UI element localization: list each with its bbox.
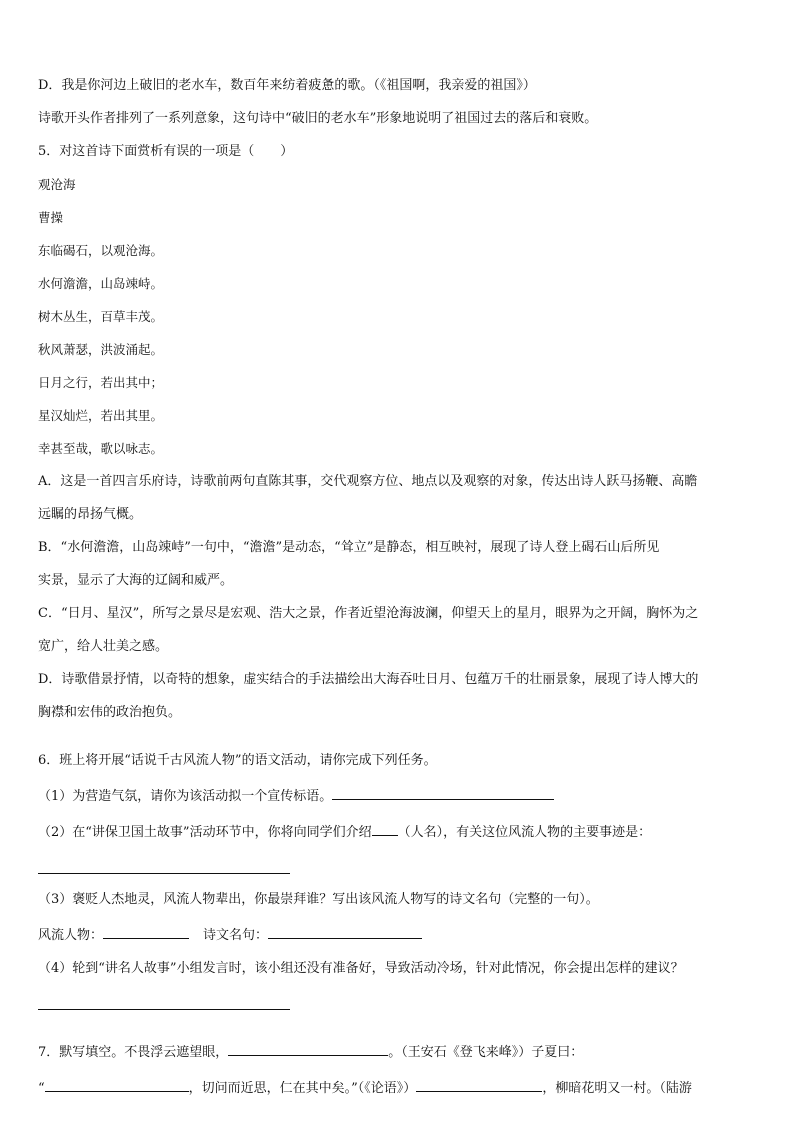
poem-blank-2[interactable] [45,1078,189,1092]
q5-option-c-line2: 宽广，给人壮美之感。 [38,639,169,654]
poem-line: 树木丛生，百草丰茂。 [38,309,164,324]
q7-open-quote: “ [38,1081,45,1096]
person-blank[interactable] [103,925,189,939]
q5-option-d-line1: D．诗歌借景抒情，以奇特的想象，虚实结合的手法描绘出大海吞吐日月、包蕴万千的壮丽景象，展现了诗人博大的 [38,672,699,687]
q7-text-a: 7．默写填空。不畏浮云遮望眼， [38,1045,229,1060]
q4-option-d-note: 诗歌开头作者排列了一系列意象，这句诗中“破旧的老水车”形象地说明了祖国过去的落后和衰败。 [38,111,598,126]
poem-line: 日月之行，若出其中； [38,375,164,390]
exam-page [38,78,754,1097]
q6-task-2 [38,822,754,841]
q5-option-d-line2: 胸襟和宏伟的政治抱负。 [38,705,182,720]
q7-text-d: ，柳暗花明又一村。（陆游 [542,1081,692,1096]
q6-task-3-answers [38,925,754,944]
q6-stem: 6．班上将开展“话说千古风流人物”的语文活动，请你完成下列任务。 [38,753,437,768]
poem-blank-3[interactable] [416,1078,542,1092]
slogan-blank[interactable] [332,786,554,800]
person-label: 风流人物： [38,928,104,943]
q4-option-d: D．我是你河边上破旧的老水车，数百年来纺着疲惫的歌。（《祖国啊，我亲爱的祖国》） [38,78,536,93]
poem-line: 秋风萧瑟，洪波涌起。 [38,342,164,357]
q6-task-3: （3）褒贬人杰地灵，风流人物辈出，你最崇拜谁？写出该风流人物写的诗文名句（完整的一句）。 [38,892,599,907]
deeds-answer-blank[interactable] [38,859,290,874]
suggestion-answer-blank[interactable] [38,995,290,1010]
q7-line-2 [38,1078,754,1097]
q5-option-b-line2: 实景，显示了大海的辽阔和威严。 [38,573,234,588]
person-name-blank[interactable] [372,822,398,836]
poem-author: 曹操 [38,210,64,225]
q5-option-b-line1: B．“水何澹澹，山岛竦峙”一句中，“澹澹”是动态，“耸立”是静态，相互映衬，展现了诗人登上碣石山后所见 [38,540,660,555]
q6-task-2-text-a: （2）在“讲保卫国土故事”活动环节中，你将向同学们介绍 [38,825,372,840]
poem-line: 星汉灿烂，若出其里。 [38,408,164,423]
q6-task-4: （4）轮到“讲名人故事”小组发言时，该小组还没有准备好，导致活动冷场，针对此情况，你会提出怎样的建议？ [38,961,684,976]
poem-line: 水何澹澹，山岛竦峙。 [38,276,164,291]
quote-label: 诗文名句： [203,928,269,943]
q5-stem: 5．对这首诗下面赏析有误的一项是（ ） [38,144,294,159]
q7-text-c: ，切问而近思，仁在其中矣。”（《论语》） [188,1081,417,1096]
q5-option-c-line1: C．“日月、星汉”，所写之景尽是宏观、浩大之景，作者近望沧海波澜，仰望天上的星月，眼界为之开阔，胸怀为之 [38,606,699,621]
q5-option-a-line2: 远瞩的昂扬气概。 [38,507,143,522]
q6-task-1 [38,786,754,805]
q5-option-a-line1: A．这是一首四言乐府诗，诗歌前两句直陈其事，交代观察方位、地点以及观察的对象，传达出诗人跃马扬鞭、高瞻 [38,474,698,489]
poem-title: 观沧海 [38,177,76,192]
poem-line: 东临碣石，以观沧海。 [38,243,164,258]
quote-blank[interactable] [268,925,422,939]
q7-text-b: 。（王安石《登飞来峰》）子夏曰： [388,1045,584,1060]
q6-task-1-text: （1）为营造气氛，请你为该活动拟一个宣传标语。 [38,789,333,804]
q6-task-2-text-b: （人名），有关这位风流人物的主要事迹是： [397,825,652,840]
poem-blank-1[interactable] [228,1042,388,1056]
q7-line-1 [38,1042,754,1061]
poem-line: 幸甚至哉，歌以咏志。 [38,441,164,456]
